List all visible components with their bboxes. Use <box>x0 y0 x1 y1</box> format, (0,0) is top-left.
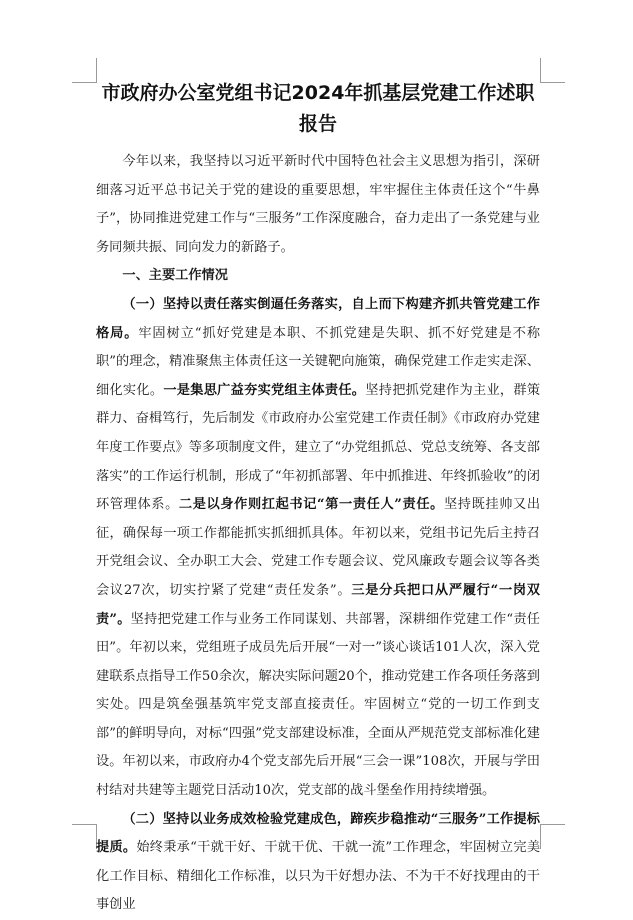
page-corner-mark-bottom-right <box>540 824 565 849</box>
document-page <box>96 78 540 920</box>
page-corner-mark-top-right <box>540 58 565 83</box>
section-1-lead-3: 三是分兵把口从严履行“一岗双责”。 <box>96 582 540 627</box>
intro-paragraph: 今年以来，我坚持以习近平新时代中国特色社会主义思想为指引，深研细落习近平总书记关于党的建设的重要思想，牢牢握住主体责任这个“牛鼻子”，协同推进党建工作与“三服务”工作深度融合，奋力走出了一条党建与业务同频共振、同向发力的新路子。 <box>96 154 540 255</box>
section-heading-main-work: 一、主要工作情况 <box>122 268 228 284</box>
section-1-heading: （一）坚持以责任落实倒逼任务落实，自上而下构建齐抓共管党建工作格局。 <box>96 296 540 341</box>
section-1-lead-1: 一是集思广益夯实党组主体责任。 <box>163 382 366 398</box>
section-2-paragraph <box>96 806 540 920</box>
section-1-text-3: 坚持既挂帅又出征，确保每一项工作都能抓实抓细抓具体。年初以来，党组书记先后主持召开党组会议、全办职工大会、党建工作专题会议、党风廉政专题会议等各类会议27次，切实拧紧了党建“责任发条”。 <box>96 497 541 598</box>
section-1-lead-2: 二是以身作则扛起书记“第一责任人”责任。 <box>178 497 444 513</box>
section-2-heading: （二）坚持以业务成效检验党建成色，蹄疾步稳推动“三服务”工作提标提质。 <box>96 811 540 856</box>
page-corner-mark-top-left <box>72 58 97 83</box>
document-title: 市政府办公室党组书记2024年抓基层党建工作述职报告 <box>101 82 535 135</box>
section-1-text-4: 坚持把党建工作与业务工作同谋划、共部署，深耕细作党建工作“责任田”。年初以来，党组班子成员先后开展“一对一”谈心谈话101人次，深入党建联系点指导工作50余次，解决实际问题20个，推动党建工作各项任务落到实处。四是筑垒强基筑牢党支部直接责任。牢固树立“党的一切工作到支部”的鲜明导向，对标“四强”党支部建设标准，全面从严规范党支部标准化建设。年初以来，市政府办4个党支部先后开展“三会一课”108次，开展与学田村结对共建等主题党日活动10次，党支部的战斗堡垒作用持续增强。 <box>96 611 540 799</box>
section-1-paragraph <box>96 291 540 806</box>
section-1-text-1: 牢固树立“抓好党建是本职、不抓党建是失职、抓不好党建是不称职”的理念，精准聚焦主体责任这一关键靶向施策，确保党建工作走实走深、细化实化。 <box>96 325 541 398</box>
section-1-text-2: 坚持把抓党建作为主业，群策群力、奋楫笃行，先后制发《市政府办公室党建工作责任制》《市政府办党建年度工作要点》等多项制度文件，建立了“办党组抓总、党总支统筹、各支部落实”的工作运行机制，形成了“年初抓部署、年中抓推进、年终抓验收”的闭环管理体系。 <box>96 382 541 513</box>
page-corner-mark-bottom-left <box>72 824 97 849</box>
section-2-text-1: 始终秉承“干就干好、干就干优、干就一流”工作理念，牢固树立完美化工作目标、精细化工作标准，以只为干好想办法、不为干不好找理由的干事创业 <box>96 840 541 913</box>
